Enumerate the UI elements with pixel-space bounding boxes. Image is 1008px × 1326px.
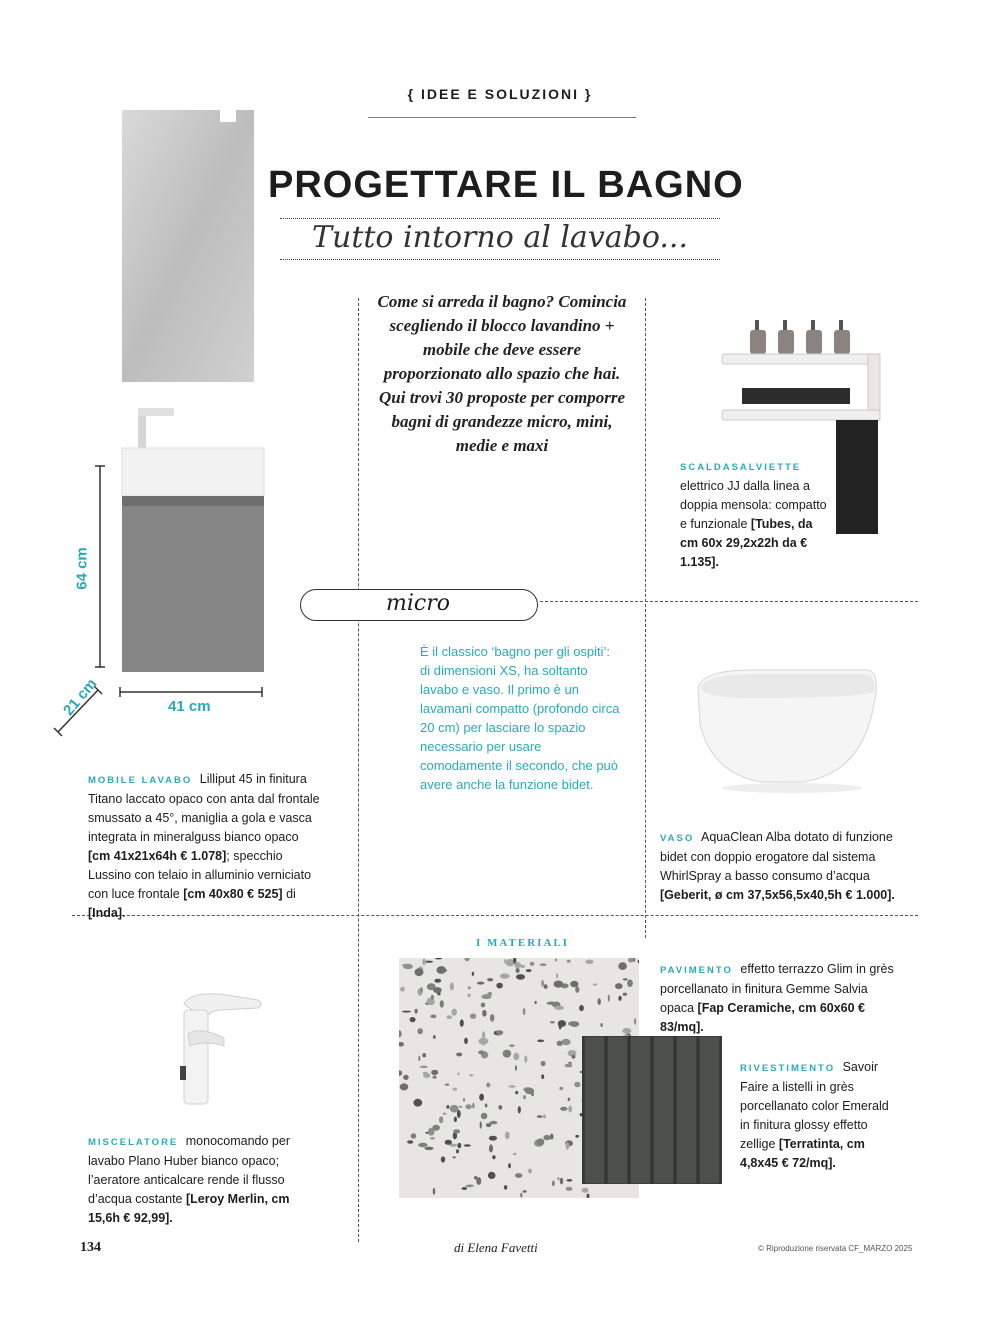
materials-title: I MATERIALI	[476, 937, 570, 949]
towel-warmer-caption	[680, 458, 830, 572]
toilet-caption	[660, 828, 900, 905]
section-kicker: { IDEE E SOLUZIONI }	[407, 86, 593, 102]
faucet-text: monocomando per lavabo Plano Huber bianco opaco; l’aeratore anticalcare rende il flusso d’acqua costante	[88, 1134, 290, 1206]
page-title: PROGETTARE IL BAGNO	[268, 164, 744, 206]
height-dimension: 64 cm	[73, 547, 91, 590]
width-dimension: 41 cm	[168, 698, 211, 715]
author-credit: di Elena Favetti	[454, 1240, 538, 1255]
rights-notice: © Riproduzione riservata CF_MARZO 2025	[758, 1244, 913, 1253]
faucet-label: MISCELATORE	[88, 1137, 179, 1148]
towel-warmer-label: SCALDASALVIETTE	[680, 462, 802, 473]
mirror-image	[122, 110, 254, 382]
toilet-price: [Geberit, ø cm 37,5x56,5x40,5h € 1.000].	[660, 888, 895, 902]
floor-caption	[660, 960, 900, 1037]
vanity-caption	[88, 770, 320, 923]
page-subtitle: Tutto intorno al lavabo...	[311, 220, 688, 255]
towel-warmer-price: [Tubes, da cm 60x 29,2x22h da € 1.135].	[680, 517, 813, 569]
vanity-label: MOBILE LAVABO	[88, 775, 193, 786]
wall-caption	[740, 1058, 890, 1173]
wall-label: RIVESTIMENTO	[740, 1063, 836, 1074]
toilet-text: AquaClean Alba dotato di funzione bidet con doppio erogatore dal sistema WhirlSpray a basso consumo d’acqua	[660, 830, 893, 883]
floor-price: [Fap Ceramiche, cm 60x60 € 83/mq].	[660, 1001, 865, 1034]
tile-swatch	[582, 1036, 722, 1184]
mirror-price: [cm 40x80 € 525]	[183, 887, 283, 901]
vanity-text: Lilliput 45 in finitura Titano laccato opaco con anta dal frontale smussato a 45°, maniglia a gola e vasca integrata in mineralguss bianco opaco	[88, 772, 320, 844]
page-number: 134	[80, 1240, 101, 1255]
section-label: micro	[386, 591, 450, 616]
faucet-image	[160, 990, 280, 1110]
toilet-image	[692, 664, 882, 794]
faucet-caption	[88, 1132, 318, 1228]
intro-text: Come si arreda il bagno? Comincia scegliendo il blocco lavandino + mobile che deve essere proporzionato allo spazio che hai. Qui trovi 30 proposte per comporre bagni di grandezze micro, mini, medie e maxi	[377, 292, 627, 455]
vanity-end: .	[122, 906, 126, 920]
depth-dimension: 21 cm	[60, 675, 101, 719]
floor-label: PAVIMENTO	[660, 965, 733, 976]
mirror-text: ; specchio Lussino con telaio in alluminio verniciato con luce frontale	[88, 849, 312, 901]
grid-vline-center	[358, 298, 360, 1242]
towel-warmer-text: elettrico JJ dalla linea a doppia mensola: compatto e funzionale	[680, 479, 827, 531]
micro-description: È il classico ‘bagno per gli ospiti’: di dimensioni XS, ha soltanto lavabo e vaso. Il primo è un lavamani compatto (profondo circa 20 cm) per lasciare lo spazio necessario per usare comodamente il secondo, che può avere anche la funzione bidet.	[420, 644, 620, 792]
faucet-price: [Leroy Merlin, cm 15,6h € 92,99].	[88, 1192, 290, 1225]
vanity-connector: di	[282, 887, 296, 901]
grid-vline-right	[645, 298, 647, 938]
wall-text: Savoir Faire a listelli in grès porcellanato color Emerald in finitura glossy effetto zellige	[740, 1060, 889, 1151]
wall-price: [Terratinta, cm 4,8x45 € 72/mq].	[740, 1137, 865, 1170]
grid-hline-top	[540, 601, 918, 603]
vanity-price: [cm 41x21x64h € 1.078]	[88, 849, 227, 863]
kicker-divider	[368, 117, 636, 118]
vanity-brand: [Inda]	[88, 906, 123, 920]
floor-text: effetto terrazzo Glim in grès porcellanato in finitura Gemme Salvia opaca	[660, 962, 894, 1015]
toilet-label: VASO	[660, 833, 695, 844]
